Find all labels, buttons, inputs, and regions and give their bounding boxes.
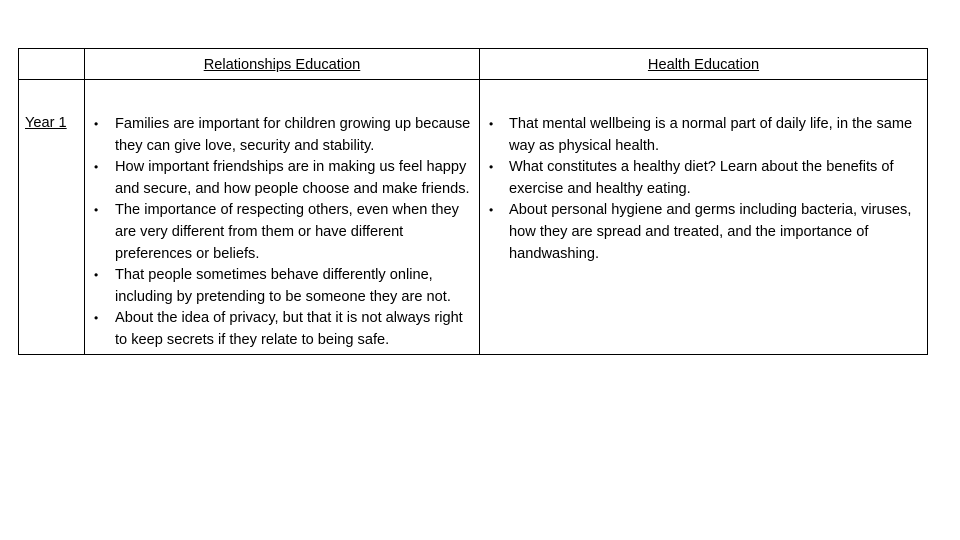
relationships-column-header [85, 49, 480, 80]
list-item-text: The importance of respecting others, even when they are very different from them or have different preferences or beliefs. [115, 202, 459, 262]
bullet-icon: • [489, 160, 494, 175]
health-header-label: Health Education [647, 56, 760, 73]
list-item [85, 114, 475, 157]
curriculum-table [18, 48, 928, 355]
list-item-text: Families are important for children growing up because they can give love, security and stability. [115, 116, 471, 154]
bullet-icon: • [94, 117, 99, 131]
bullet-icon: • [489, 203, 494, 218]
health-list [480, 114, 923, 265]
year-cell [19, 80, 85, 355]
header-row [19, 49, 928, 80]
bullet-icon: • [94, 268, 99, 283]
list-item [85, 265, 475, 308]
bullet-icon: • [94, 311, 99, 326]
list-item-text: What constitutes a healthy diet? Learn about the benefits of exercise and healthy eating. [509, 159, 894, 197]
year-column-header [19, 49, 85, 80]
bullet-icon: • [94, 160, 99, 175]
list-item-text: That mental wellbeing is a normal part of daily life, in the same way as physical health. [509, 116, 913, 154]
list-item-text: That people sometimes behave differently online, including by pretending to be someone they are not. [115, 267, 451, 305]
list-item [85, 157, 475, 200]
list-item-text: About the idea of privacy, but that it is not always right to keep secrets if they relate to being safe. [115, 310, 463, 348]
relationships-cell [85, 80, 480, 355]
list-item-text: About personal hygiene and germs including bacteria, viruses, how they are spread and treated, and the importance of handwashing. [509, 202, 912, 262]
list-item [480, 114, 923, 157]
health-column-header [480, 49, 928, 80]
list-item [85, 308, 475, 351]
relationships-header-label: Relationships Education [203, 56, 361, 73]
bullet-icon: • [94, 203, 99, 218]
list-item [480, 157, 923, 200]
table-row [19, 80, 928, 355]
list-item [85, 200, 475, 265]
health-cell [480, 80, 928, 355]
year-label: Year 1 [25, 115, 67, 131]
bullet-icon: • [489, 117, 494, 131]
relationships-list [85, 114, 475, 352]
list-item-text: How important friendships are in making us feel happy and secure, and how people choose and make friends. [115, 159, 470, 197]
list-item [480, 200, 923, 265]
